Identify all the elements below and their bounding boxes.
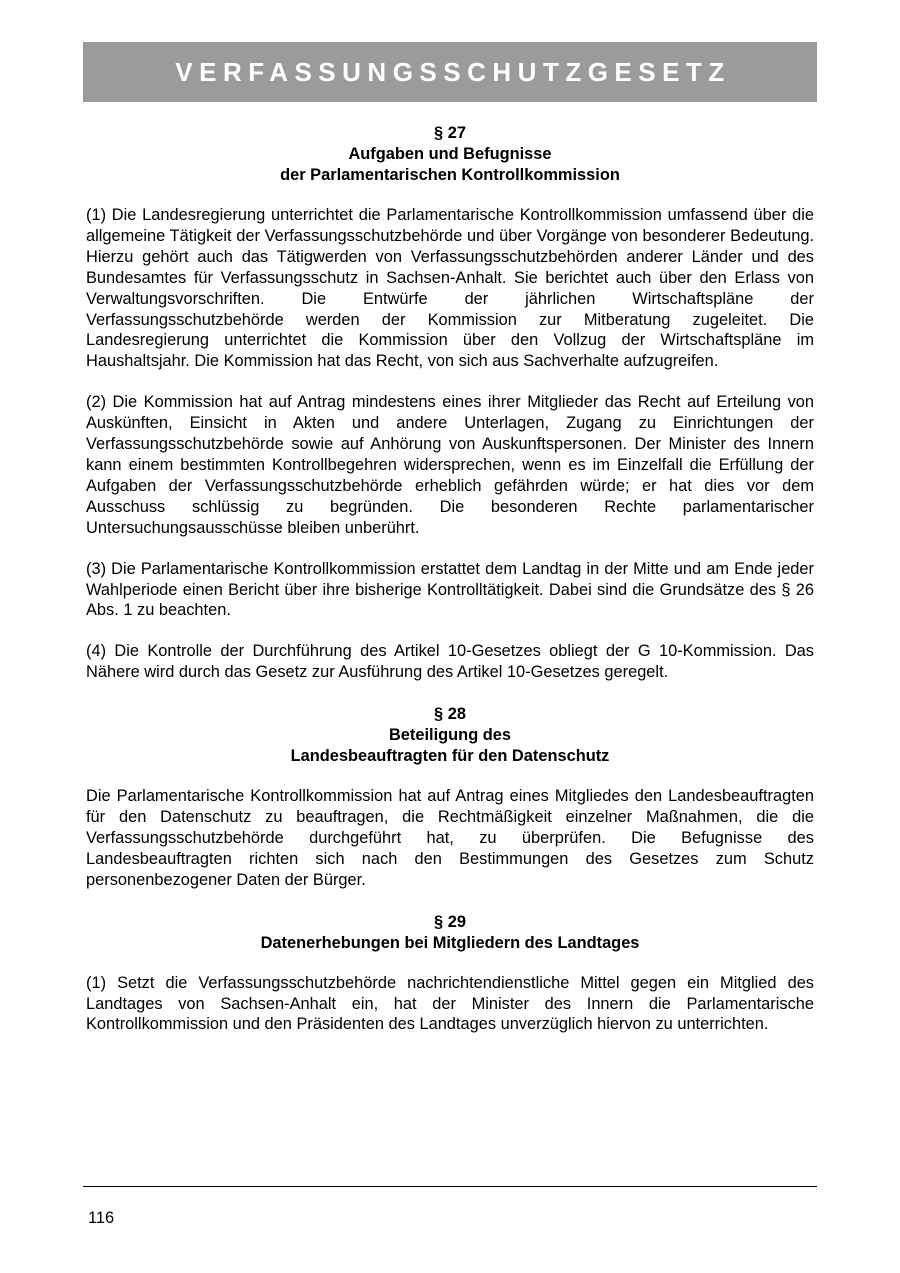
section-title-line: der Parlamentarischen Kontrollkommission (280, 166, 620, 184)
header-bar (83, 42, 817, 102)
section-title-line: Landesbeauftragten für den Datenschutz (290, 747, 610, 766)
paragraph: (1) Setzt die Verfassungsschutzbehörde nachrichtendienstliche Mittel gegen ein Mitglied des Landtages von Sachsen-Anhalt ein, hat der Minister des Innern die Parlamentarische Kontrollkommission und den Präsidenten des Landtages unverzüglich hiervon zu unterrichten. (86, 973, 814, 1034)
section-title-line: Beteiligung des (388, 726, 512, 745)
page-number: 116 (88, 1209, 115, 1227)
section-number: § 29 (434, 912, 466, 931)
paragraph: Die Parlamentarische Kontrollkommission hat auf Antrag eines Mitgliedes den Landesbeauftragten für den Datenschutz zu beauftragen, die Rechtmäßigkeit einzelner Maßnahmen, die die Verfassungsschutzbehörde durchgeführt hat, zu überprüfen. Die Befugnisse des Landesbeauftragten richten sich nach den Bestimmungen des Gesetzes zum Schutz personenbezogener Daten der Bürger. (86, 787, 814, 889)
page-content (86, 123, 814, 1035)
document-title: VERFASSUNGSSCHUTZGESETZ (175, 56, 731, 87)
paragraph: (4) Die Kontrolle der Durchführung des Artikel 10-Gesetzes obliegt der G 10-Kommission. Das Nähere wird durch das Gesetz zur Ausführung des Artikel 10-Gesetzes geregelt. (86, 642, 814, 682)
section-heading-29 (86, 912, 814, 954)
section-number: § 27 (434, 124, 466, 142)
section-heading-27 (86, 123, 814, 186)
section-title-line: Datenerhebungen bei Mitgliedern des Landtages (260, 933, 640, 952)
section-title-line: Aufgaben und Befugnisse (348, 145, 552, 163)
footer-divider (83, 1186, 817, 1187)
paragraph: (1) Die Landesregierung unterrichtet die Parlamentarische Kontrollkommission umfassend über die allgemeine Tätigkeit der Verfassungsschutzbehörde und über Vorgänge von besonderer Bedeutung. Hierzu gehört auch das Tätigwerden von Verfassungsschutzbehörden anderer Länder und des Bundesamtes für Verfassungsschutz in Sachsen-Anhalt. Sie berichtet auch über den Erlass von Verwaltungsvorschriften. Die Entwürfe der jährlichen Wirtschaftspläne der Verfassungsschutzbehörde werden der Kommission zur Mitberatung zugeleitet. Die Landesregierung unterrichtet die Kommission über den Vollzug der Wirtschaftspläne im Haushaltsjahr. Die Kommission hat das Recht, von sich aus Sachverhalte aufzugreifen. (86, 206, 814, 371)
section-heading-28 (86, 704, 814, 767)
section-number: § 28 (434, 705, 466, 724)
paragraph: (3) Die Parlamentarische Kontrollkommission erstattet dem Landtag in der Mitte und am Ende jeder Wahlperiode einen Bericht über ihre bisherige Kontrolltätigkeit. Dabei sind die Grundsätze des § 26 Abs. 1 zu beachten. (86, 559, 814, 620)
paragraph: (2) Die Kommission hat auf Antrag mindestens eines ihrer Mitglieder das Recht auf Erteilung von Auskünften, Einsicht in Akten und andere Unterlagen, Zugang zu Einrichtungen der Verfassungsschutzbehörde sowie auf Anhörung von Auskunftspersonen. Der Minister des Innern kann einem bestimmten Kontrollbegehren widersprechen, wenn es im Einzelfall die Erfüllung der Aufgaben der Verfassungsschutzbehörde erheblich gefährden würde; er hat dies vor dem Ausschuss schlüssig zu begründen. Die besonderen Rechte parlamentarischer Untersuchungsausschüsse bleiben unberührt. (86, 393, 814, 537)
